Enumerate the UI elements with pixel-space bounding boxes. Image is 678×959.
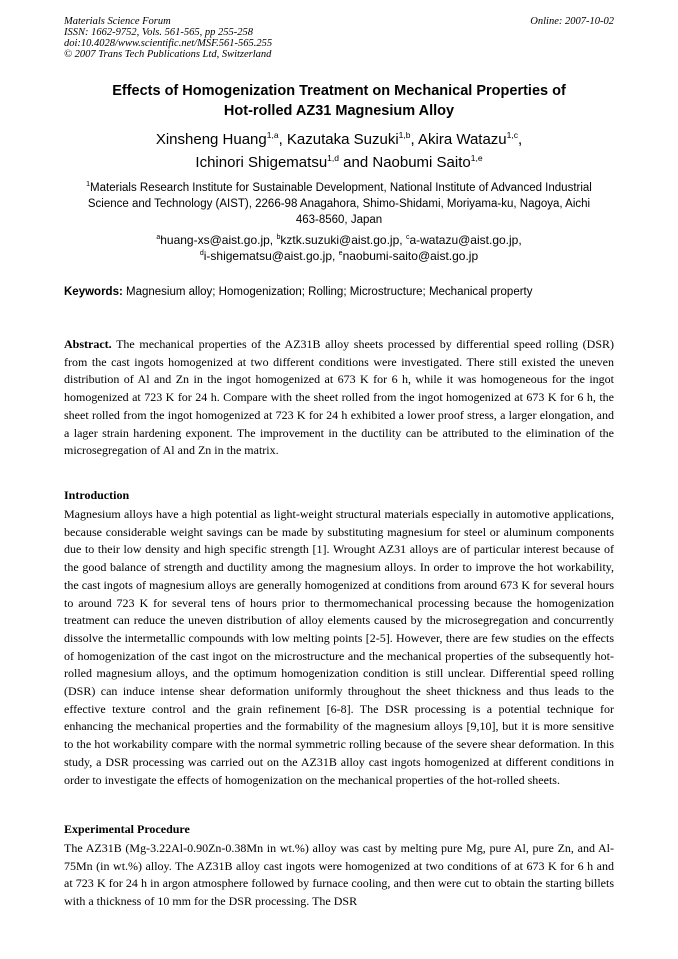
- author-name: Xinsheng Huang: [155, 131, 267, 148]
- email-sup: a: [156, 234, 161, 241]
- author-sup: 1,b: [398, 130, 411, 140]
- copyright-line: © 2007 Trans Tech Publications Ltd, Switzerland: [64, 49, 272, 60]
- section-heading-introduction: Introduction: [64, 488, 130, 502]
- affiliation-line-2: Science and Technology (AIST), 2266-98 Anagahora, Shimo-Shidami, Moriyama-ku, Nagoya, Aichi: [87, 198, 591, 210]
- email-list: [64, 232, 614, 264]
- email-line-2: [64, 248, 614, 264]
- affiliation-text: Materials Research Institute for Sustainable Development, National Institute of Advanced Industrial: [90, 182, 592, 194]
- email-sup: b: [276, 234, 281, 241]
- email-sup: d: [199, 250, 204, 257]
- author-name: Akira Watazu: [418, 131, 507, 148]
- author-list: [64, 128, 614, 174]
- email-sup: e: [338, 250, 343, 257]
- author-sup: 1,a: [266, 130, 279, 140]
- doi-line: doi:10.4028/www.scientific.net/MSF.561-565.255: [64, 38, 273, 49]
- author-sep: ,: [278, 131, 287, 148]
- issn-line: ISSN: 1662-9752, Vols. 561-565, pp 255-258: [64, 27, 253, 38]
- author-name: Kazutaka Suzuki: [286, 131, 399, 148]
- author-sep: ,: [410, 131, 418, 148]
- keywords: [64, 285, 624, 300]
- keywords-label: Keywords:: [64, 286, 123, 298]
- title-line-1: Effects of Homogenization Treatment on Mechanical Properties of: [112, 83, 566, 99]
- affiliation: [64, 180, 614, 228]
- abstract-text: The mechanical properties of the AZ31B alloy sheets processed by differential speed rolling (DSR) from the cast ingots homogenized at two different conditions were investigated. There still existed the uneven distribution of Al and Zn in the ingot homogenized at 673 K for 6 h, while it was homogeneous for the ingot homogenized at 723 K for 24 h. Compare with the sheet rolled from the ingot homogenized at 673 K for 6 h, the sheet rolled from the ingot homogenized at 723 K for 24 h exhibited a lower proof stress, a larger elongation, and a lager strain hardening exponent. The improvement in the ductility can be attributed to the elimination of the microsegregation of Al and Zn in the matrix.: [64, 337, 614, 458]
- email-link[interactable]: naobumi-saito@aist.go.jp: [342, 249, 479, 263]
- author-name: Ichinori Shigematsu: [195, 154, 328, 171]
- affiliation-line-3: 463-8560, Japan: [295, 214, 383, 226]
- experimental-text: The AZ31B (Mg-3.22Al-0.90Zn-0.38Mn in wt.%) alloy was cast by melting pure Mg, pure Al, pure Zn, and Al-75Mn (in wt.%) alloy. The AZ31B alloy cast ingots were homogenized at two conditions of at 673 K for 6 h and at 723 K for 24 h in argon atmosphere followed by furnace cooling, and then were cut to obtain the starting billets with a thickness of 10 mm for the DSR processing. The DSR: [64, 841, 614, 909]
- email-link[interactable]: huang-xs@aist.go.jp,: [160, 233, 277, 247]
- author-line-1: [64, 128, 614, 151]
- email-link[interactable]: a-watazu@aist.go.jp,: [409, 233, 522, 247]
- introduction-text: Magnesium alloys have a high potential as light-weight structural materials especially in automotive applications, because considerable weight savings can be made by substituting magnesium for steel or aluminum components due to their low density and high specific strength [1]. Wrought AZ31 alloys are of particular interest because of the good balance of strength and ductility among the magnesium alloys. In order to improve the hot workability, the cast ingots of magnesium alloys are generally homogenized at conditions from around 673 K for several hours to around 723 K for several tens of hours prior to thermomechanical processing because the homogenization treatment can reduce the uneven distribution of alloy elements caused by the microsegregation and concurrently dissolve the intermetallic compounds with low melting points [2-5]. However, there are few studies on the effects of homogenization of the cast ingot on the microstructure and the mechanical properties of the subsequently hot-rolled magnesium alloys, and the optimum homogenization condition is still unclear. Differential speed rolling (DSR) can induce intense shear deformation uniformly throughout the sheet thickness and thus leads to the effective texture control and the grain refinement [6-8]. The DSR processing is a potential technique for enhancing the mechanical properties and the formability of the magnesium alloys [9,10], but it is more sensitive to the hot workability compare with the normal symmetric rolling because of the severe shear deformation. In this study, a DSR processing was carried out on the AZ31B alloy cast ingots homogenized at different conditions in order to investigate the effects of homogenization on the mechanical properties of the hot-rolled sheets.: [64, 507, 614, 787]
- email-sup: c: [405, 234, 410, 241]
- author-name: Naobumi Saito: [372, 154, 471, 171]
- paper-title: [64, 81, 614, 121]
- author-sep: and: [338, 154, 373, 171]
- email-link[interactable]: kztk.suzuki@aist.go.jp,: [280, 233, 406, 247]
- abstract-label: Abstract.: [64, 337, 112, 351]
- abstract: [64, 336, 614, 460]
- author-sup: 1,c: [506, 130, 518, 140]
- journal-name: Materials Science Forum: [64, 16, 171, 27]
- author-sup: 1,e: [470, 153, 483, 163]
- section-heading-experimental: Experimental Procedure: [64, 822, 190, 836]
- author-line-2: [64, 151, 614, 174]
- affiliation-sup: 1: [86, 181, 91, 188]
- keywords-text: Magnesium alloy; Homogenization; Rolling; Microstructure; Mechanical property: [122, 286, 533, 298]
- title-line-2: Hot-rolled AZ31 Magnesium Alloy: [223, 103, 455, 119]
- author-sup: 1,d: [327, 153, 339, 163]
- author-sep: ,: [517, 131, 523, 148]
- email-link[interactable]: i-shigematsu@aist.go.jp,: [203, 249, 339, 263]
- online-date: Online: 2007-10-02: [530, 16, 614, 27]
- affiliation-line-1: [64, 180, 614, 196]
- running-header: [64, 16, 272, 60]
- email-line-1: [64, 232, 614, 248]
